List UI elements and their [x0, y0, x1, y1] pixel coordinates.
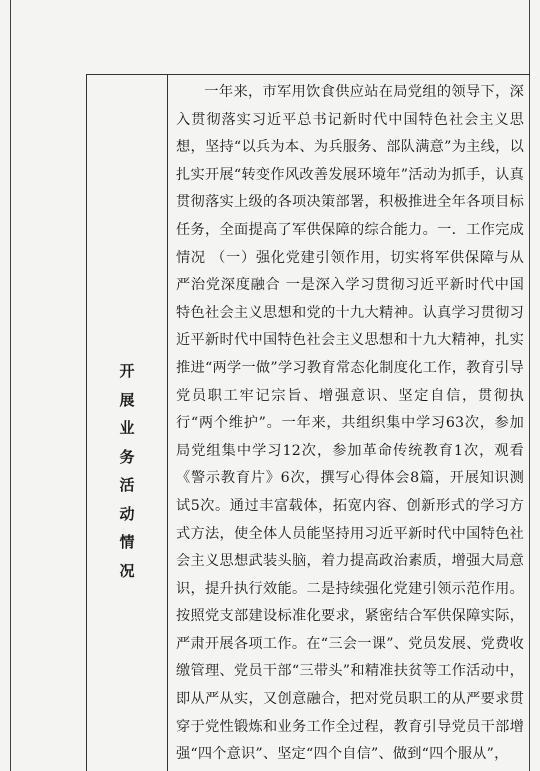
- section-label-char: 展: [119, 390, 135, 409]
- section-label-char: 活: [119, 476, 135, 494]
- body-paragraph: 一年来，市军用饮食供应站在局党组的领导下，深入贯彻落实习近平总书记新时代中国特色社会主义思想，坚持“以兵为本、为兵服务、部队满意”为主线，以扎实开展“转变作风改善发展环境年”活动为抓手，认真贯彻落实上级的各项决策部署，积极推进全年各项目标任务，全面提高了军供保障的综合能力。一．工作完成情况 （一）强化党建引领作用，切实将军供保障与从严治党深度融合 一是深入学习贯彻习近平新时代中国特色社会主义思想和党的十九大精神。认真学习贯彻习近平新时代中国特色社会主义思想和十九大精神，扎实推进“两学一做”学习教育常态化制度化工作，教育引导党员职工牢记宗旨、增强意识、坚定自信，贯彻执行“两个维护”。一年来，共组织集中学习63次，参加局党组集中学习12次，参加革命传统教育1次，观看《警示教育片》6次，撰写心得体会8篇，开展知识测试5次。通过丰富载体，拓宽内容、创新形式的学习方式方法，使全体人员能坚持用习近平新时代中国特色社会主义思想武装头脑，着力提高政治素质，增强大局意识，提升执行效能。二是持续强化党建引领示范作用。按照党支部建设标准化要求，紧密结合军供保障实际，严肃开展各项工作。在“三会一课”、党员发展、党费收缴管理、党员干部“三带头”和精准扶贫等工作活动中，即从严从实，又创意融合，把对党员职工的从严要求贯穿于党性锻炼和业务工作全过程，教育引导党员干部增强“四个意识”、坚定“四个自信”、做到“四个服从”，: [176, 84, 524, 763]
- section-label-char: 情: [119, 533, 135, 551]
- section-label-cell: [86, 75, 168, 771]
- section-label-char: 开: [119, 362, 135, 380]
- section-label-char: 动: [119, 504, 135, 523]
- section-label: [87, 357, 167, 585]
- section-label-char: 况: [119, 561, 135, 580]
- section-content-cell: [168, 75, 530, 771]
- section-label-char: 务: [119, 447, 135, 466]
- section-label-char: 业: [119, 419, 135, 437]
- report-form-table: [86, 74, 530, 771]
